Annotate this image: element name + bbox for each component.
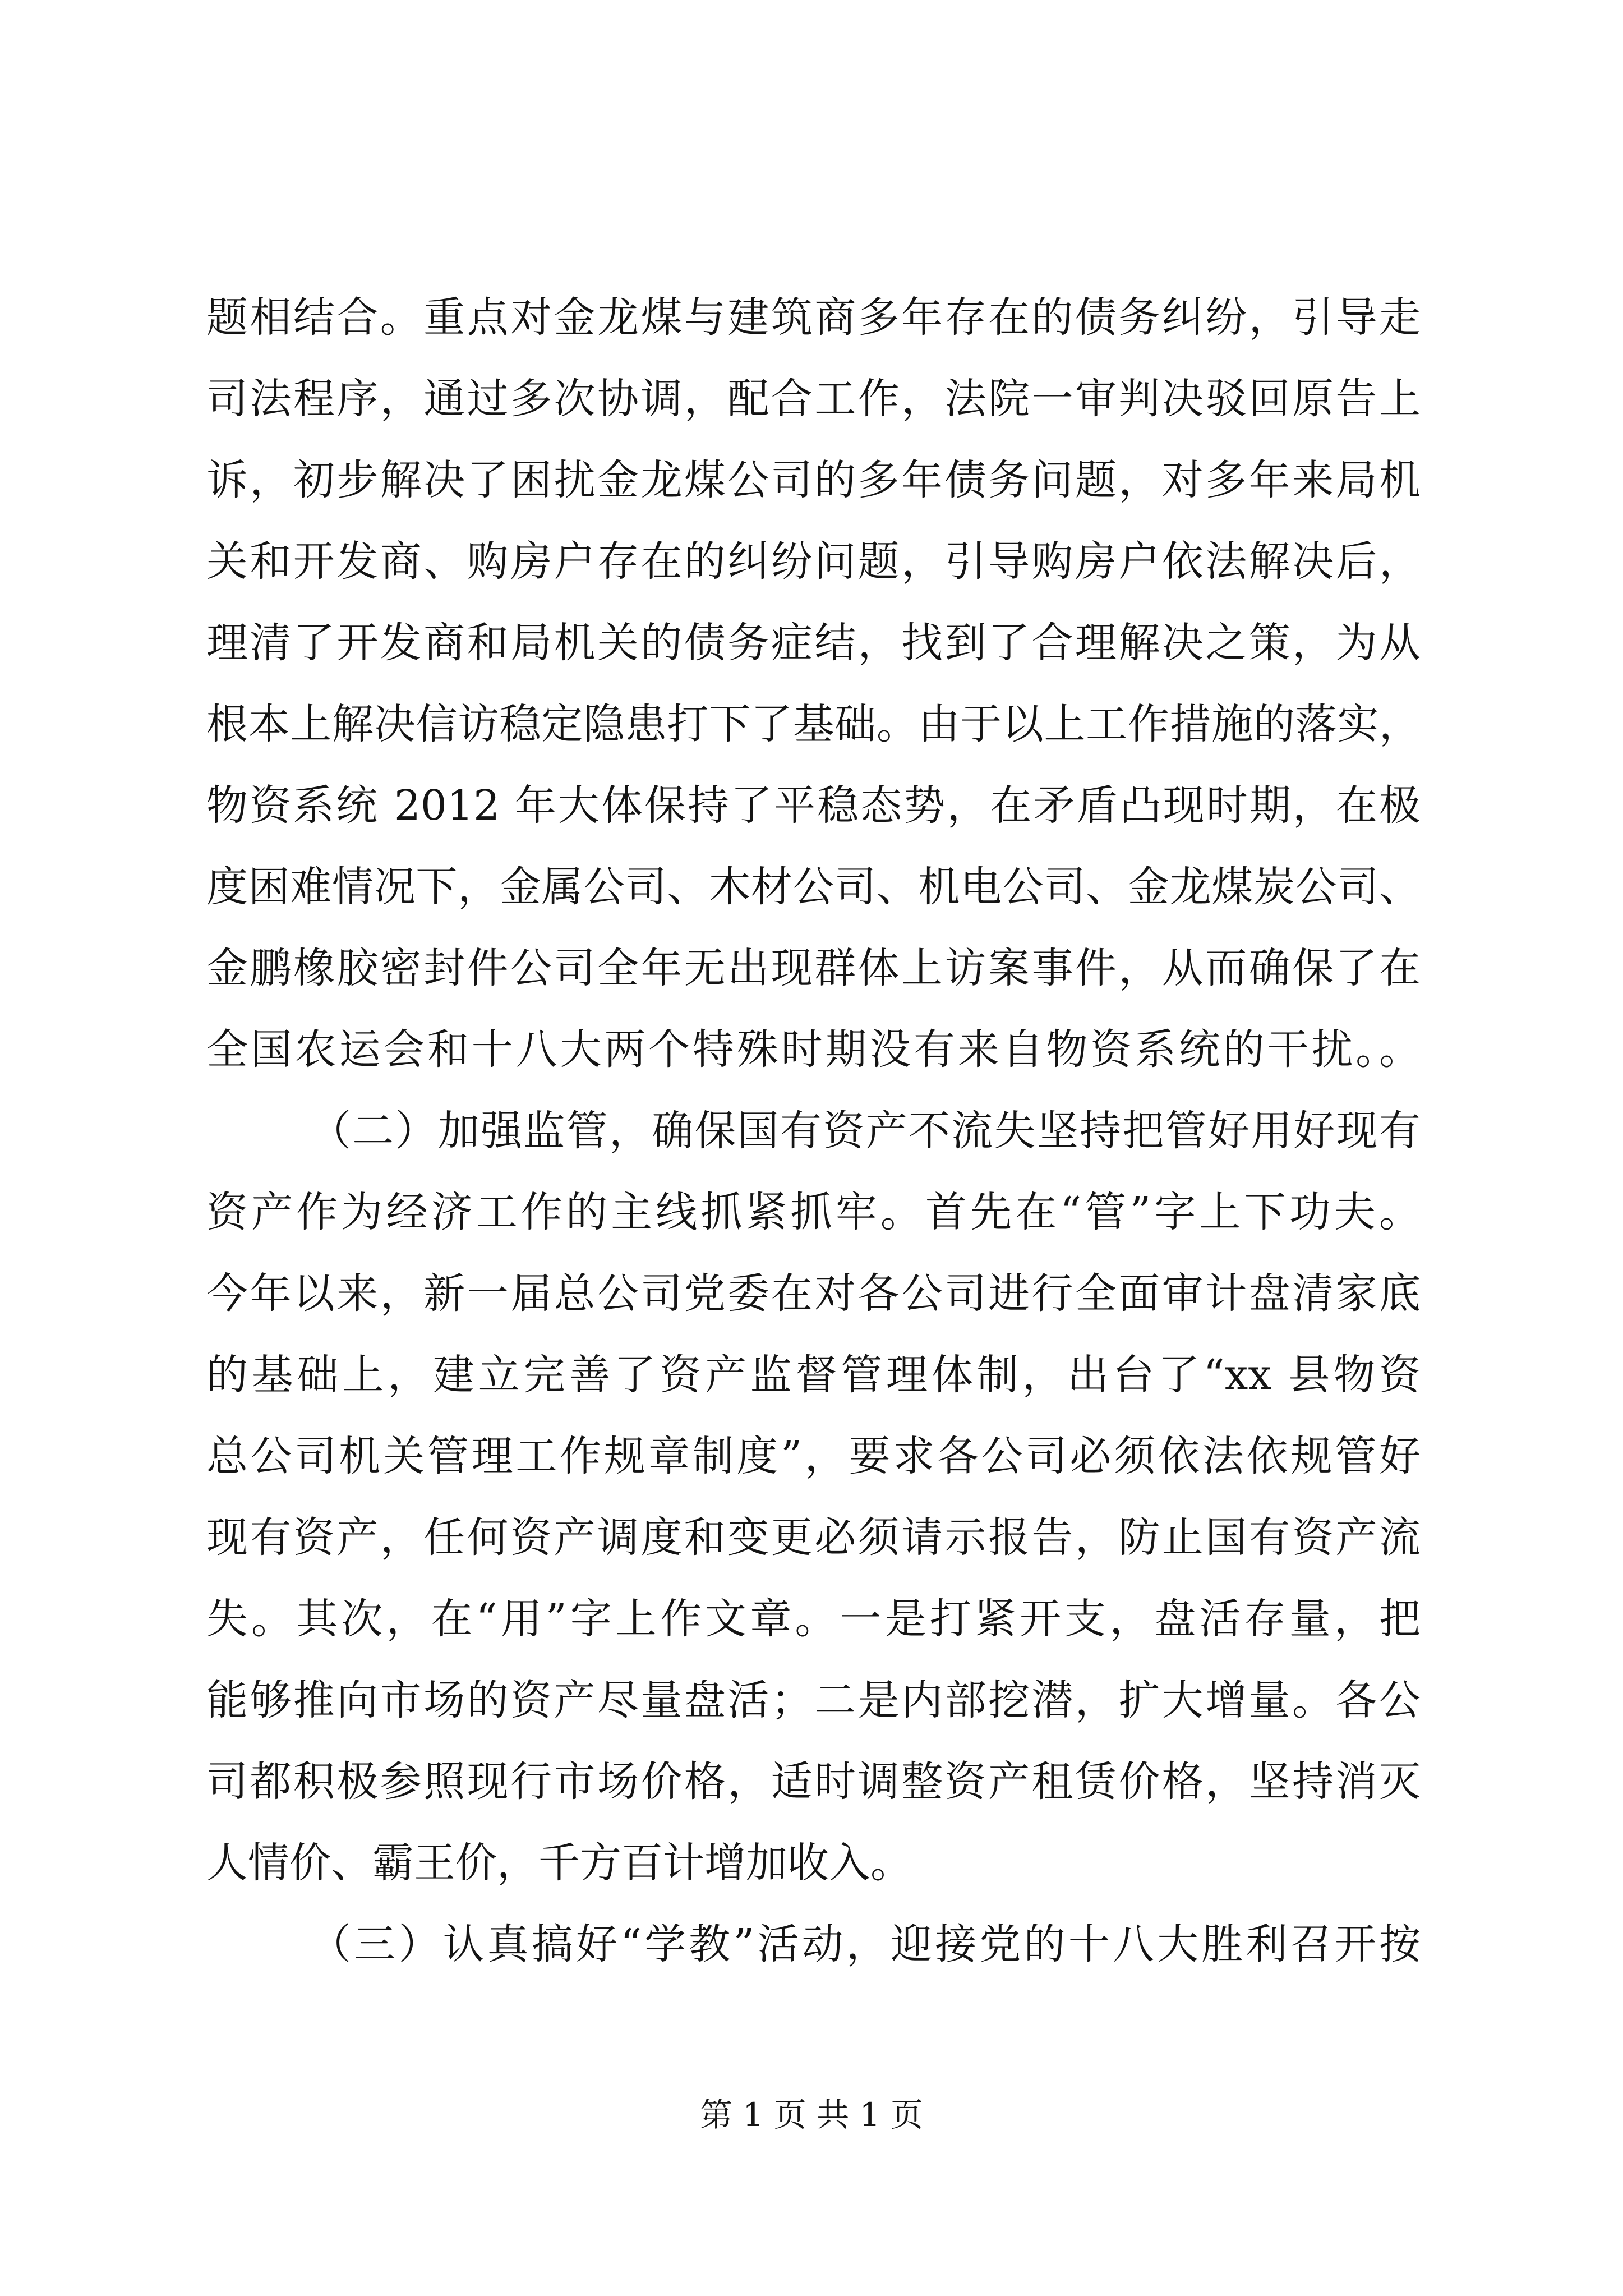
body-text-line: 能够推向市场的资产尽量盘活；二是内部挖潜，扩大增量。各公 — [206, 1676, 1421, 1724]
section-heading-line: （三）认真搞好“学教”活动，迎接党的十八大胜利召开按 — [310, 1920, 1421, 1968]
body-text-line: 题相结合。重点对金龙煤与建筑商多年存在的债务纠纷，引导走 — [206, 293, 1421, 342]
body-text-line: 关和开发商、购房户存在的纠纷问题，引导购房户依法解决后， — [206, 537, 1421, 586]
body-text-line: 总公司机关管理工作规章制度”，要求各公司必须依法依规管好 — [206, 1432, 1421, 1480]
body-text-line: 物资系统 2012 年大体保持了平稳态势，在矛盾凸现时期，在极 — [206, 781, 1421, 830]
body-text-line: 诉，初步解决了困扰金龙煤公司的多年债务问题，对多年来局机 — [206, 456, 1421, 504]
body-text-line: 金鹏橡胶密封件公司全年无出现群体上访案事件，从而确保了在 — [206, 944, 1421, 992]
body-text-line: 根本上解决信访稳定隐患打下了基础。由于以上工作措施的落实， — [206, 700, 1421, 748]
page-number-footer: 第 1 页 共 1 页 — [700, 2096, 923, 2134]
body-text-line: 人情价、霸王价，千方百计增加收入。 — [206, 1839, 912, 1887]
body-text-line: 的基础上，建立完善了资产监督管理体制，出台了“xx 县物资 — [206, 1351, 1421, 1399]
body-text-line: 现有资产，任何资产调度和变更必须请示报告，防止国有资产流 — [206, 1513, 1421, 1562]
body-text-line: 度困难情况下，金属公司、木材公司、机电公司、金龙煤炭公司、 — [206, 863, 1421, 911]
body-text-line: 资产作为经济工作的主线抓紧抓牢。首先在“管”字上下功夫。 — [206, 1188, 1421, 1236]
section-heading-line: （二）加强监管，确保国有资产不流失坚持把管好用好现有 — [310, 1107, 1421, 1155]
body-text-line: 司都积极参照现行市场价格，适时调整资产租赁价格，坚持消灭 — [206, 1757, 1421, 1806]
body-text-line: 失。其次，在“用”字上作文章。一是打紧开支，盘活存量，把 — [206, 1595, 1421, 1643]
body-text-line: 司法程序，通过多次协调，配合工作，法院一审判决驳回原告上 — [206, 375, 1421, 423]
body-text-line: 今年以来，新一届总公司党委在对各公司进行全面审计盘清家底 — [206, 1269, 1421, 1318]
body-text-line: 全国农运会和十八大两个特殊时期没有来自物资系统的干扰。。 — [206, 1025, 1421, 1074]
body-text-line: 理清了开发商和局机关的债务症结，找到了合理解决之策，为从 — [206, 619, 1421, 667]
